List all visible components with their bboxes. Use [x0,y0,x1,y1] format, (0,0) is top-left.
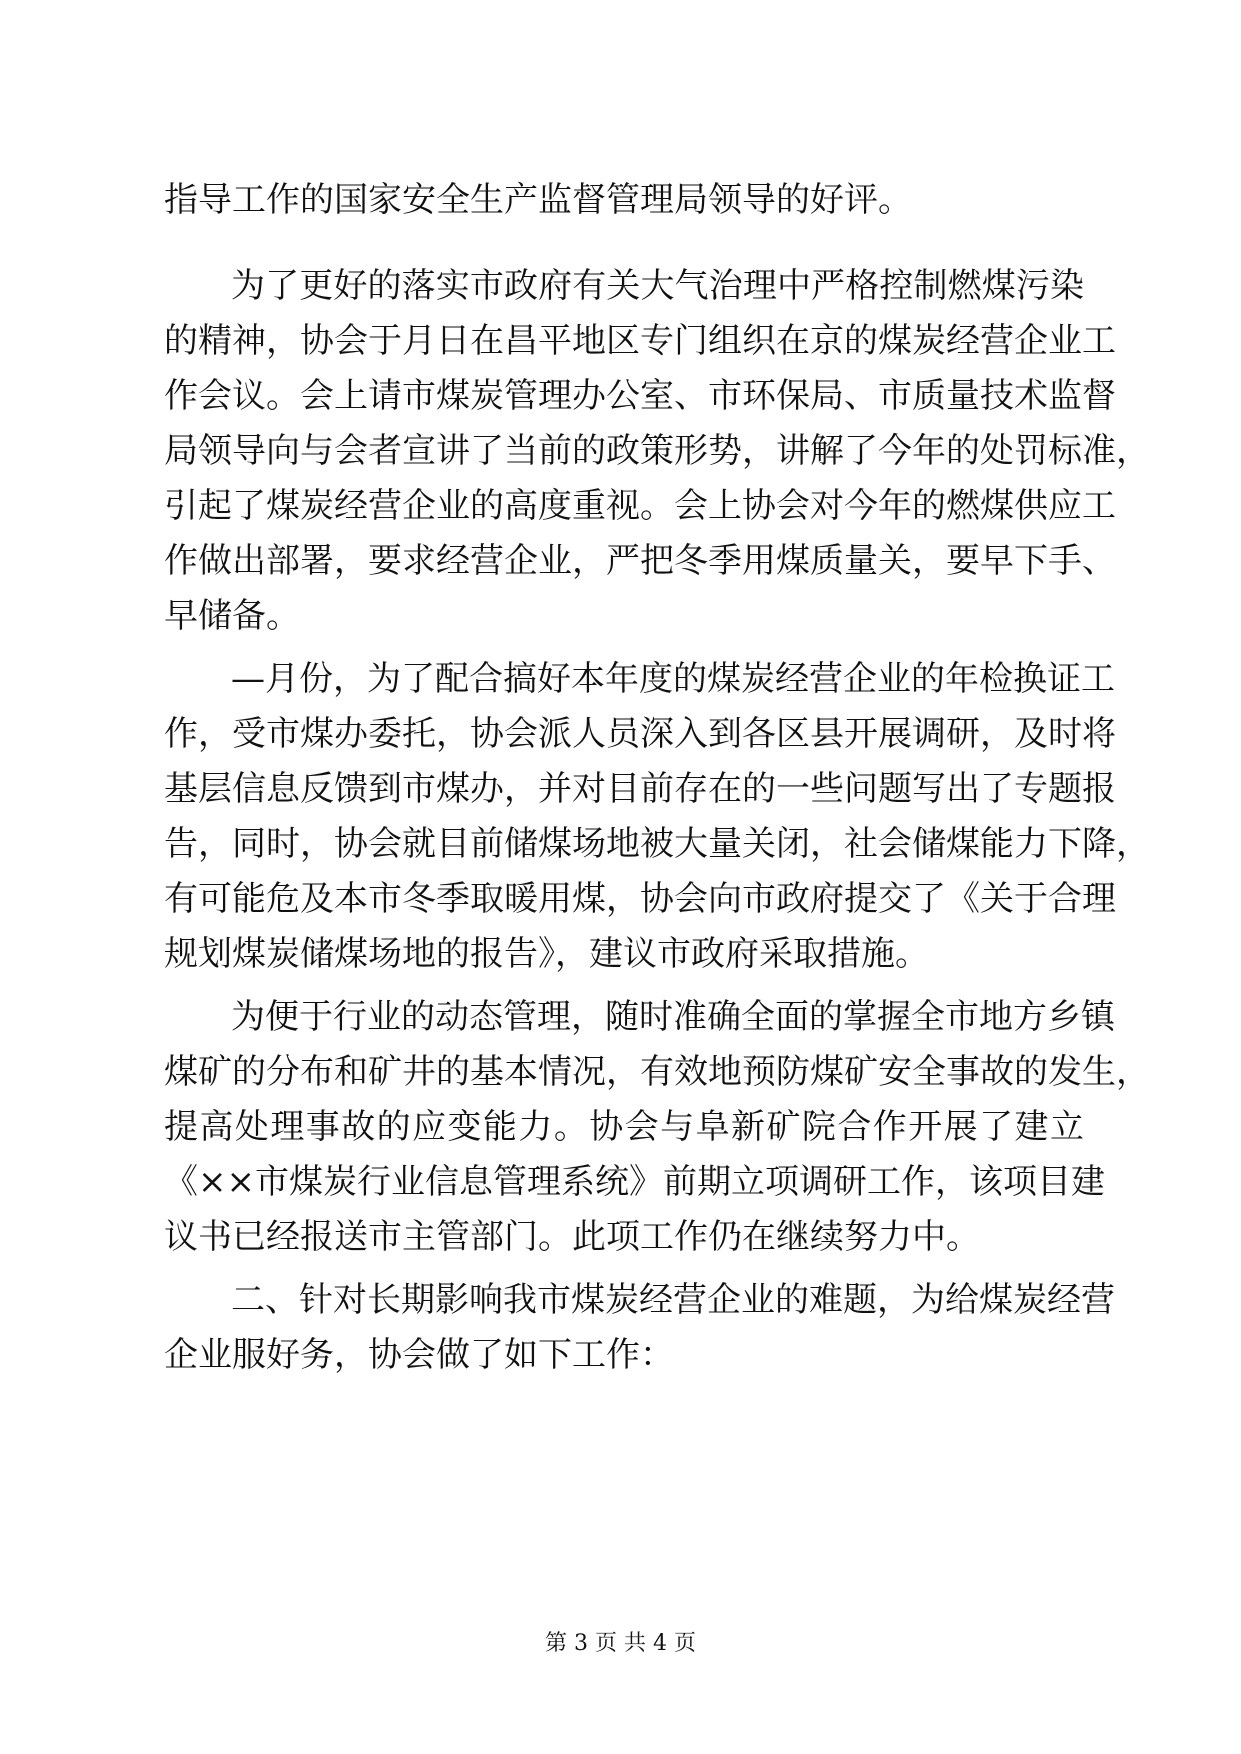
text-line: 基层信息反馈到市煤办，并对目前存在的一些问题写出了专题报 [164,769,1116,809]
text-line: 作做出部署，要求经营企业，严把冬季用煤质量关，要早下手、 [164,541,1116,581]
text-line: 作会议。会上请市煤炭管理办公室、市环保局、市质量技术监督 [164,376,1116,416]
text-line: 有可能危及本市冬季取暖用煤，协会向市政府提交了《关于合理 [164,879,1116,919]
text-line: 局领导向与会者宣讲了当前的政策形势，讲解了今年的处罚标准， [164,431,1150,471]
text-line: 早储备。 [164,596,300,636]
paragraph-first-line: 为了更好的落实市政府有关大气治理中严格控制燃煤污染 [231,266,1084,306]
text-line: 指导工作的国家安全生产监督管理局领导的好评。 [164,180,912,220]
text-line: 煤矿的分布和矿井的基本情况，有效地预防煤矿安全事故的发生， [164,1052,1150,1092]
text-line: 议书已经报送市主管部门。此项工作仍在继续努力中。 [164,1217,980,1257]
text-line: 的精神，协会于月日在昌平地区专门组织在京的煤炭经营企业工 [164,321,1116,361]
text-line: 规划煤炭储煤场地的报告》，建议市政府采取措施。 [164,934,929,974]
paragraph-first-line: 二、针对长期影响我市煤炭经营企业的难题，为给煤炭经营 [231,1280,1115,1320]
text-line: 提高处理事故的应变能力。协会与阜新矿院合作开展了建立 [164,1107,1084,1147]
text-line: 作，受市煤办委托，协会派人员深入到各区县开展调研，及时将 [164,714,1116,754]
paragraph-first-line: 为便于行业的动态管理，随时准确全面的掌握全市地方乡镇 [231,997,1115,1037]
text-line: 引起了煤炭经营企业的高度重视。会上协会对今年的燃煤供应工 [164,486,1116,526]
text-line: 《××市煤炭行业信息管理系统》前期立项调研工作，该项目建 [164,1162,1105,1202]
text-line: 告，同时，协会就目前储煤场地被大量关闭，社会储煤能力下降， [164,824,1150,864]
paragraph-first-line: —月份，为了配合搞好本年度的煤炭经营企业的年检换证工 [231,659,1115,699]
text-line: 企业服好务，协会做了如下工作： [164,1335,674,1375]
page-number-footer: 第 3 页 共 4 页 [545,1631,696,1656]
